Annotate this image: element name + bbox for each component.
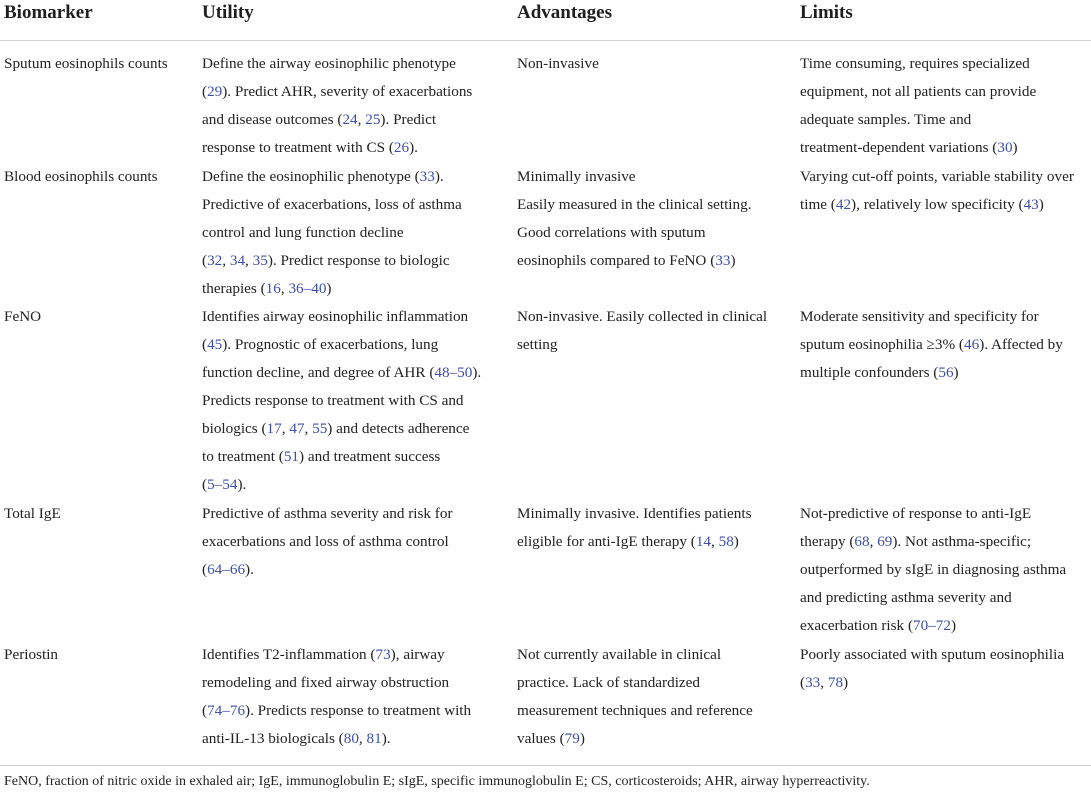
cell-advantages bbox=[517, 163, 787, 275]
cell-line bbox=[202, 528, 502, 556]
reference-link[interactable]: 26 bbox=[393, 139, 410, 156]
cell-advantages bbox=[517, 641, 787, 753]
cell-biomarker bbox=[4, 303, 194, 331]
cell-text: ) bbox=[730, 252, 736, 269]
cell-text: and disease outcomes ( bbox=[202, 111, 343, 128]
cell-text: ). Not asthma-specific; bbox=[892, 533, 1032, 550]
cell-text: Minimally invasive. Identifies patients bbox=[517, 505, 752, 522]
cell-line bbox=[202, 331, 502, 359]
cell-line bbox=[202, 134, 502, 162]
cell-line bbox=[800, 556, 1088, 584]
cell-line: FeNO bbox=[4, 308, 42, 325]
cell-text: adequate samples. Time and bbox=[800, 111, 972, 128]
cell-line bbox=[517, 331, 787, 359]
cell-text: Minimally invasive bbox=[517, 168, 636, 185]
cell-text: ). Prognostic of exacerbations, lung bbox=[222, 336, 439, 353]
cell-text: ) bbox=[733, 533, 739, 550]
cell-text: eosinophils compared to FeNO ( bbox=[517, 252, 716, 269]
cell-text: ). bbox=[381, 730, 391, 747]
cell-text: setting bbox=[517, 336, 558, 353]
cell-line bbox=[202, 556, 502, 584]
cell-text: outperformed by sIgE in diagnosing asthma bbox=[800, 561, 1067, 578]
cell-text: ) bbox=[950, 617, 957, 634]
reference-link[interactable]: 33 bbox=[805, 674, 821, 691]
cell-limits bbox=[800, 50, 1088, 162]
cell-text: ) bbox=[843, 674, 849, 691]
cell-line bbox=[800, 641, 1088, 669]
reference-link[interactable]: 30 bbox=[997, 139, 1013, 156]
cell-text: sputum eosinophilia ≥3% ( bbox=[800, 336, 964, 353]
reference-link[interactable]: 34 bbox=[229, 252, 246, 269]
cell-utility bbox=[202, 641, 502, 753]
cell-line bbox=[517, 247, 787, 275]
cell-text: ). bbox=[409, 139, 418, 156]
cell-text: ). Predicts response to treatment with bbox=[245, 702, 472, 719]
cell-line bbox=[202, 191, 502, 219]
cell-text: ). bbox=[237, 476, 247, 493]
cell-line bbox=[800, 500, 1088, 528]
cell-biomarker bbox=[4, 500, 194, 528]
cell-line: Total IgE bbox=[4, 505, 61, 522]
reference-link[interactable]: 17 bbox=[266, 420, 282, 437]
cell-line bbox=[202, 725, 502, 753]
cell-line bbox=[202, 275, 502, 303]
cell-text: Time consuming, requires specialized bbox=[800, 55, 1030, 72]
reference-link[interactable]: 56 bbox=[938, 364, 954, 381]
reference-link[interactable]: 33 bbox=[419, 168, 435, 185]
cell-limits bbox=[800, 500, 1088, 640]
cell-line bbox=[202, 641, 502, 669]
cell-text: ). Predict response to biologic bbox=[267, 252, 450, 269]
table-footnote: FeNO, fraction of nitric oxide in exhaled air; IgE, immunoglobulin E; sIgE, specific immunoglobulin E; CS, corticosteroids; AHR, airway hyperreactivity. bbox=[4, 774, 870, 789]
reference-link[interactable]: 42 bbox=[835, 196, 852, 213]
cell-line bbox=[202, 78, 502, 106]
cell-text: Identifies airway eosinophilic inflammation bbox=[202, 308, 469, 325]
cell-text: , bbox=[222, 252, 230, 269]
cell-line bbox=[202, 359, 502, 387]
cell-text: ), relatively low specificity ( bbox=[851, 196, 1024, 213]
reference-link[interactable]: 45 bbox=[207, 336, 223, 353]
cell-text: Predictive of asthma severity and risk for bbox=[202, 505, 453, 522]
cell-text: Good correlations with sputum bbox=[517, 224, 706, 241]
cell-text: Non-invasive. Easily collected in clinical bbox=[517, 308, 768, 325]
cell-text: ). bbox=[472, 364, 482, 381]
cell-text: , bbox=[281, 420, 290, 437]
cell-limits bbox=[800, 163, 1088, 219]
cell-utility bbox=[202, 303, 502, 499]
cell-text: ). Affected by bbox=[979, 336, 1063, 353]
reference-link[interactable]: 36–40 bbox=[288, 280, 327, 297]
cell-line bbox=[800, 359, 1088, 387]
cell-line bbox=[800, 106, 1088, 134]
cell-line bbox=[800, 163, 1088, 191]
cell-line bbox=[202, 219, 502, 247]
cell-text: Poorly associated with sputum eosinophilia bbox=[800, 646, 1065, 663]
header-utility: Utility bbox=[202, 2, 254, 23]
cell-text: ). bbox=[434, 168, 444, 185]
cell-line bbox=[800, 528, 1088, 556]
cell-text: exacerbation risk ( bbox=[800, 617, 914, 634]
cell-line: Blood eosinophils counts bbox=[4, 168, 158, 185]
cell-line bbox=[517, 528, 787, 556]
reference-link[interactable]: 35 bbox=[252, 252, 268, 269]
cell-line bbox=[202, 303, 502, 331]
reference-link[interactable]: 73 bbox=[375, 646, 391, 663]
cell-line bbox=[517, 303, 787, 331]
cell-text: time ( bbox=[800, 196, 836, 213]
cell-line bbox=[800, 303, 1088, 331]
cell-text: therapy ( bbox=[800, 533, 855, 550]
cell-text: to treatment ( bbox=[202, 448, 284, 465]
cell-biomarker bbox=[4, 50, 194, 78]
reference-link[interactable]: 74–76 bbox=[207, 702, 246, 719]
cell-line bbox=[202, 500, 502, 528]
cell-text: response to treatment with CS ( bbox=[202, 139, 394, 156]
cell-text: ( bbox=[202, 252, 208, 269]
cell-text: Define the eosinophilic phenotype ( bbox=[202, 168, 420, 185]
cell-line bbox=[202, 50, 502, 78]
cell-text: ( bbox=[202, 83, 208, 100]
cell-text: values ( bbox=[517, 730, 565, 747]
cell-text: ) bbox=[1012, 139, 1018, 156]
cell-advantages bbox=[517, 50, 787, 78]
cell-line bbox=[517, 697, 787, 725]
reference-link[interactable]: 14 bbox=[695, 533, 711, 550]
cell-utility bbox=[202, 50, 502, 162]
cell-limits bbox=[800, 641, 1088, 697]
reference-link[interactable]: 16 bbox=[265, 280, 281, 297]
cell-line bbox=[202, 443, 502, 471]
reference-link[interactable]: 43 bbox=[1023, 196, 1039, 213]
cell-text: remodeling and fixed airway obstruction bbox=[202, 674, 450, 691]
header-biomarker: Biomarker bbox=[4, 2, 93, 23]
reference-link[interactable]: 81 bbox=[366, 730, 382, 747]
cell-utility bbox=[202, 163, 502, 303]
cell-line bbox=[517, 669, 787, 697]
cell-text: Not-predictive of response to anti-IgE bbox=[800, 505, 1032, 522]
cell-line bbox=[800, 584, 1088, 612]
cell-text: eligible for anti-IgE therapy ( bbox=[517, 533, 696, 550]
cell-text: ). Predict AHR, severity of exacerbations bbox=[222, 83, 473, 100]
reference-link[interactable]: 64–66 bbox=[207, 561, 246, 578]
cell-line bbox=[202, 247, 502, 275]
cell-text: Non-invasive bbox=[517, 55, 599, 72]
cell-text: Predicts response to treatment with CS and bbox=[202, 392, 464, 409]
cell-text: function decline, and degree of AHR ( bbox=[202, 364, 435, 381]
cell-text: measurement techniques and reference bbox=[517, 702, 753, 719]
cell-text: ( bbox=[202, 336, 208, 353]
cell-text: Identifies T2-inflammation ( bbox=[202, 646, 376, 663]
cell-text: ) bbox=[1038, 196, 1044, 213]
cell-text: ) and detects adherence bbox=[327, 420, 470, 437]
cell-text: exacerbations and loss of asthma control bbox=[202, 533, 449, 550]
reference-link[interactable]: 46 bbox=[964, 336, 980, 353]
cell-text: ( bbox=[202, 702, 208, 719]
cell-line bbox=[202, 669, 502, 697]
cell-text: , bbox=[820, 674, 828, 691]
cell-line bbox=[800, 50, 1088, 78]
cell-text: control and lung function decline bbox=[202, 224, 404, 241]
cell-text: Not currently available in clinical bbox=[517, 646, 722, 663]
reference-link[interactable]: 70–72 bbox=[913, 617, 951, 634]
cell-limits bbox=[800, 303, 1088, 387]
cell-line bbox=[517, 191, 787, 219]
cell-text: Easily measured in the clinical setting. bbox=[517, 196, 752, 213]
cell-text: equipment, not all patients can provide bbox=[800, 83, 1037, 100]
header-advantages: Advantages bbox=[517, 2, 613, 23]
cell-line bbox=[517, 500, 787, 528]
cell-line bbox=[800, 134, 1088, 162]
cell-line bbox=[202, 163, 502, 191]
reference-link[interactable]: 5–54 bbox=[207, 476, 238, 493]
cell-line bbox=[517, 219, 787, 247]
reference-link[interactable]: 78 bbox=[827, 674, 844, 691]
cell-text: ( bbox=[202, 561, 208, 578]
cell-line bbox=[517, 725, 787, 753]
reference-link[interactable]: 25 bbox=[365, 111, 381, 128]
cell-line bbox=[800, 669, 1088, 697]
cell-text: , bbox=[280, 280, 289, 297]
cell-text: Predictive of exacerbations, loss of asthma bbox=[202, 196, 462, 213]
reference-link[interactable]: 58 bbox=[718, 533, 734, 550]
cell-text: Moderate sensitivity and specificity for bbox=[800, 308, 1039, 325]
reference-link[interactable]: 48–50 bbox=[434, 364, 473, 381]
cell-text: therapies ( bbox=[202, 280, 266, 297]
cell-text: treatment-dependent variations ( bbox=[800, 139, 998, 156]
footnote-divider bbox=[0, 765, 1091, 766]
cell-line: Periostin bbox=[4, 646, 59, 663]
reference-link[interactable]: 55 bbox=[312, 420, 328, 437]
reference-link[interactable]: 79 bbox=[564, 730, 580, 747]
reference-link[interactable]: 24 bbox=[342, 111, 358, 128]
cell-biomarker bbox=[4, 163, 194, 191]
cell-text: ). bbox=[245, 561, 254, 578]
cell-line bbox=[800, 78, 1088, 106]
reference-link[interactable]: 29 bbox=[207, 83, 223, 100]
cell-text: anti-IL-13 biologicals ( bbox=[202, 730, 344, 747]
cell-line bbox=[202, 387, 502, 415]
header-limits: Limits bbox=[800, 2, 853, 23]
cell-text: and predicting asthma severity and bbox=[800, 589, 1012, 606]
cell-line bbox=[800, 612, 1088, 640]
cell-line bbox=[202, 106, 502, 134]
cell-text: , bbox=[358, 730, 367, 747]
cell-text: ) and treatment success bbox=[299, 448, 441, 465]
cell-text: Varying cut-off points, variable stability over bbox=[800, 168, 1074, 185]
cell-text: ) bbox=[326, 280, 332, 297]
cell-text: ) bbox=[953, 364, 959, 381]
reference-link[interactable]: 47 bbox=[289, 420, 305, 437]
cell-text: biologics ( bbox=[202, 420, 267, 437]
table-header bbox=[0, 0, 1091, 41]
reference-link[interactable]: 33 bbox=[715, 252, 731, 269]
cell-line bbox=[800, 331, 1088, 359]
cell-text: ). Predict bbox=[380, 111, 437, 128]
cell-biomarker bbox=[4, 641, 194, 669]
cell-text: , bbox=[245, 252, 253, 269]
cell-utility bbox=[202, 500, 502, 584]
cell-advantages bbox=[517, 500, 787, 556]
cell-line bbox=[517, 50, 787, 78]
cell-line bbox=[800, 191, 1088, 219]
cell-text: ( bbox=[800, 674, 806, 691]
cell-text: practice. Lack of standardized bbox=[517, 674, 700, 691]
cell-text: , bbox=[357, 111, 366, 128]
cell-advantages bbox=[517, 303, 787, 359]
cell-text: ( bbox=[202, 476, 208, 493]
reference-link[interactable]: 69 bbox=[877, 533, 893, 550]
cell-line bbox=[202, 471, 502, 499]
cell-text: , bbox=[711, 533, 719, 550]
cell-line bbox=[517, 641, 787, 669]
cell-line bbox=[517, 163, 787, 191]
reference-link[interactable]: 32 bbox=[207, 252, 223, 269]
cell-text: , bbox=[869, 533, 878, 550]
cell-text: ), airway bbox=[390, 646, 445, 663]
cell-line: Sputum eosinophils counts bbox=[4, 55, 168, 72]
reference-link[interactable]: 68 bbox=[854, 533, 870, 550]
cell-line bbox=[202, 415, 502, 443]
cell-line bbox=[202, 697, 502, 725]
reference-link[interactable]: 51 bbox=[283, 448, 299, 465]
cell-text: multiple confounders ( bbox=[800, 364, 939, 381]
reference-link[interactable]: 80 bbox=[343, 730, 359, 747]
cell-text: Define the airway eosinophilic phenotype bbox=[202, 55, 456, 72]
cell-text: , bbox=[304, 420, 313, 437]
cell-text: ) bbox=[579, 730, 585, 747]
